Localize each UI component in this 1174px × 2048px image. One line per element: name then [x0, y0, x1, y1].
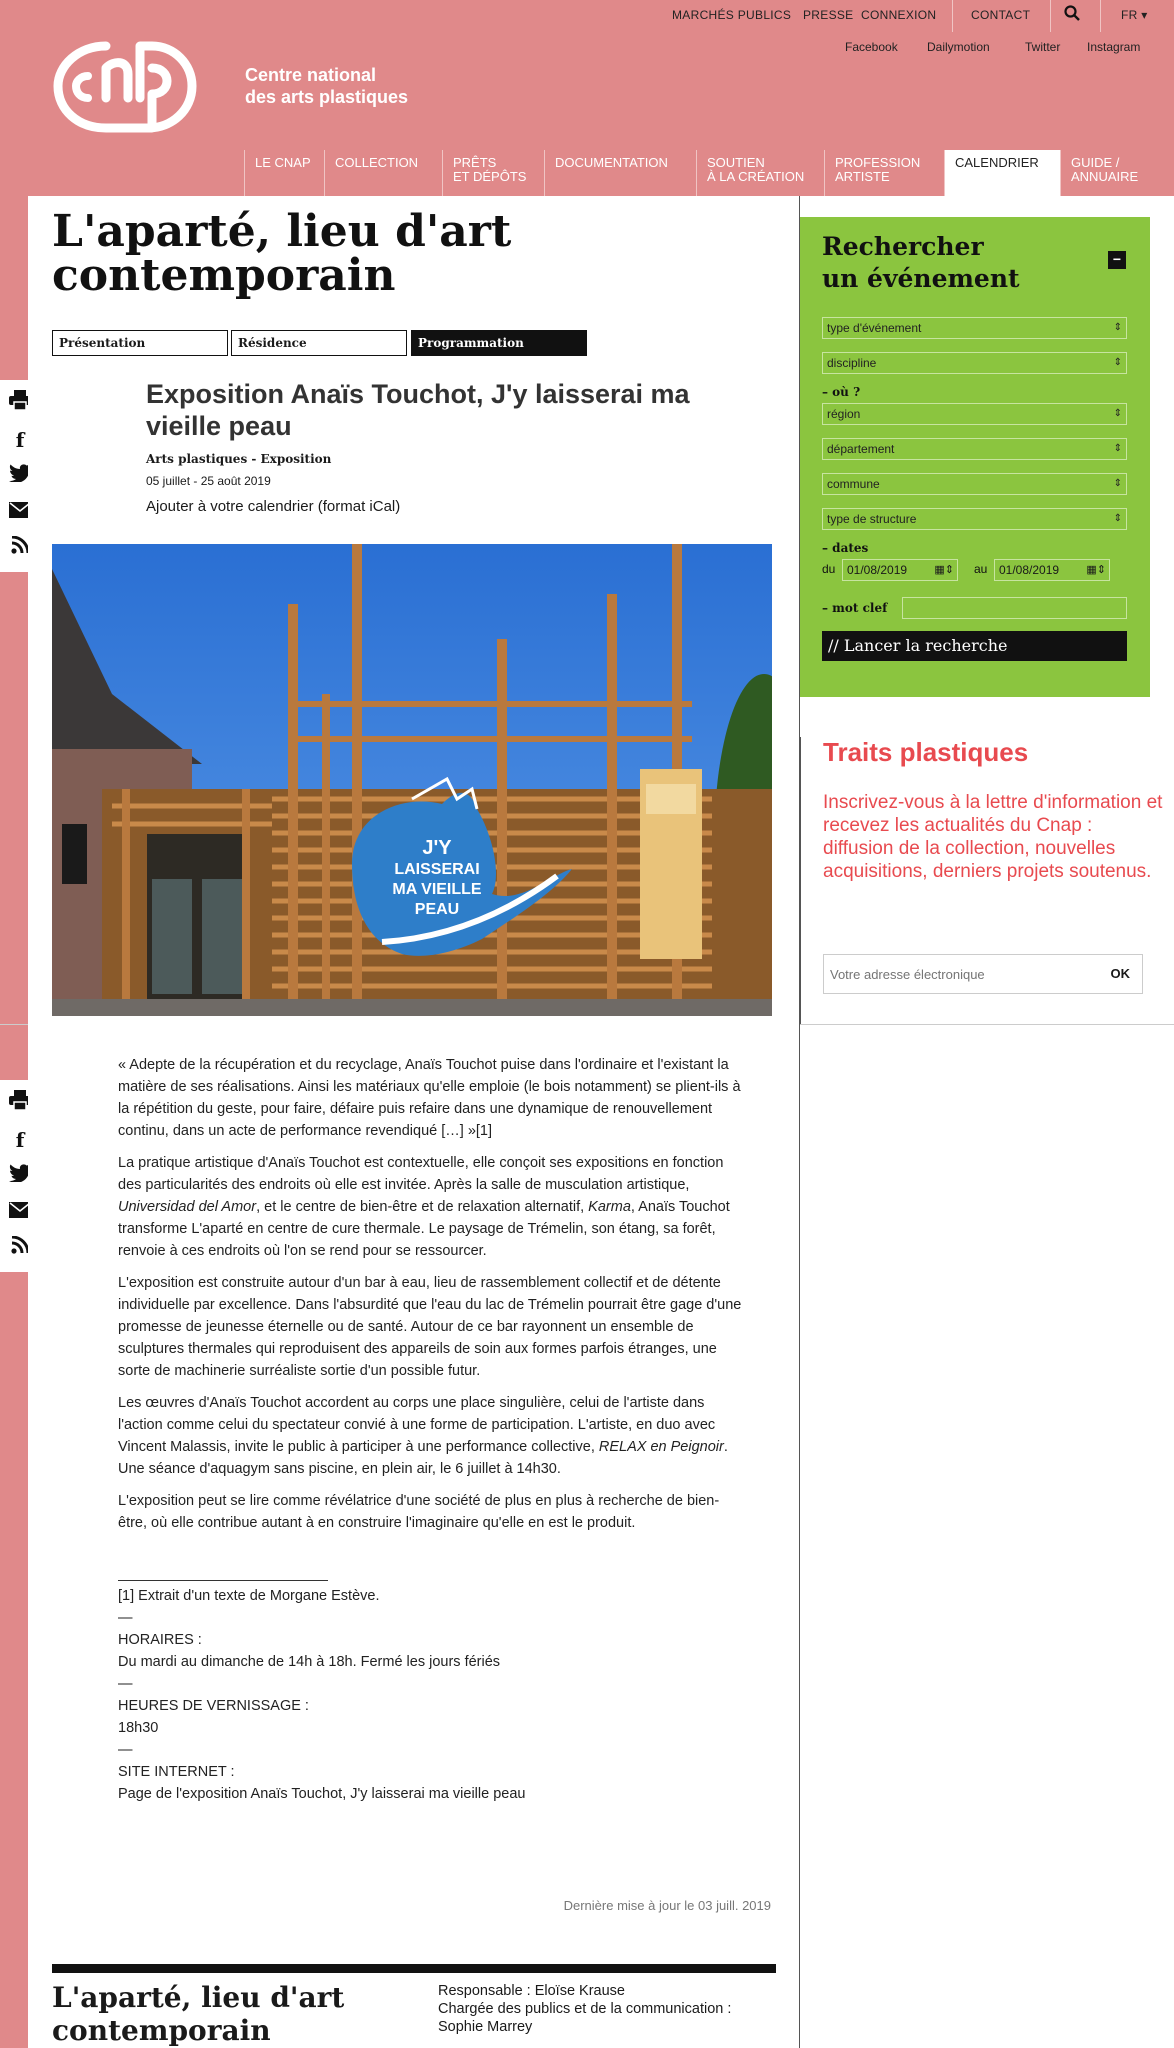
photo-sign-line2: LAISSERAI: [394, 861, 480, 878]
event-search-panel: [800, 217, 1150, 697]
commune-select[interactable]: [822, 473, 1127, 495]
search-heading-line2: un événement: [822, 264, 1020, 293]
bottom-rule: [52, 1964, 776, 1973]
twitter-link[interactable]: Twitter: [1025, 40, 1061, 54]
date-to-input[interactable]: [994, 559, 1110, 581]
calendar-icon: ▦⇕: [1086, 564, 1106, 576]
nav-le-cnap[interactable]: LE CNAP: [244, 150, 324, 196]
newsletter-heading: Traits plastiques: [823, 737, 1029, 767]
text-run: Karma: [588, 1199, 631, 1215]
event-category: Arts plastiques - Exposition: [146, 452, 332, 466]
dates-label: – dates: [822, 541, 869, 555]
nav-collection[interactable]: COLLECTION: [324, 150, 442, 196]
text-run: RELAX en Peignoir: [598, 1439, 724, 1455]
updown-arrow-icon: ⇕: [1113, 443, 1122, 454]
site-label: SITE INTERNET :: [118, 1764, 235, 1780]
dash-separator: —: [118, 1676, 133, 1692]
ical-link[interactable]: Ajouter à votre calendrier (format iCal): [146, 498, 401, 515]
text-run: La pratique artistique d'Anaïs Touchot est contextuelle, elle conçoit ses expositions en fonction des particularités des endroits où elle est invitée. Après la salle de musculation artistique,: [118, 1155, 724, 1193]
nav-calendrier[interactable]: CALENDRIER: [944, 150, 1060, 196]
email-input[interactable]: [824, 955, 1094, 993]
article-paragraph: L'exposition est construite autour d'un bar à eau, lieu de rassemblement collectif et de détente individuelle par excellence. Dans l'absurdité que l'eau du lac de Trémelin pourrait être gage d'une promesse de jeunesse éternelle ou de santé. Autour de ce bar rayonnent un ensemble de sculptures thermales qui reproduisent des appareils de soin aux formes parfois étranges, une sorte de machinerie surréaliste sortie d'un possible futur.: [118, 1275, 742, 1379]
site-header: [0, 0, 1174, 196]
updown-arrow-icon: ⇕: [1113, 322, 1122, 333]
site-name-line1: Centre national: [245, 65, 377, 85]
updown-arrow-icon: ⇕: [1113, 513, 1122, 524]
photo-sign-line1: J'Y: [422, 837, 452, 859]
discipline-select[interactable]: [822, 352, 1127, 374]
article-paragraph: L'exposition peut se lire comme révélatrice d'une société de plus en plus à recherche de bien-être, où elle contribue autant à en construire l'imaginaire qu'elle en est le produit.: [118, 1493, 720, 1531]
tab-presentation[interactable]: Présentation: [52, 330, 228, 356]
tab-residence[interactable]: Résidence: [231, 330, 407, 356]
newsletter-panel: [800, 737, 1174, 1024]
site-name-line2: des arts plastiques: [245, 87, 409, 107]
updown-arrow-icon: ⇕: [1113, 478, 1122, 489]
article-paragraph: [118, 1152, 746, 1262]
cnap-logo[interactable]: [48, 28, 202, 144]
exhibition-photo: [52, 544, 772, 1016]
text-run: . Une séance d'aquagym sans piscine, en plein air, le 6 juillet à 14h30.: [118, 1439, 728, 1477]
last-update: Dernière mise à jour le 03 juill. 2019: [563, 1898, 771, 1913]
top-separator: [1050, 0, 1051, 32]
dash-separator: —: [118, 1610, 133, 1626]
search-heading: [822, 231, 1020, 295]
photo-sign-line3: MA VIEILLE: [392, 881, 482, 898]
contact-line: Sophie Marrey: [438, 2019, 533, 2035]
marches-publics-link[interactable]: MARCHÉS PUBLICS: [672, 8, 792, 22]
search-icon[interactable]: [1064, 5, 1080, 26]
text-run: Les œuvres d'Anaïs Touchot accordent au corps une place singulière, celui de l'artiste dans l'action comme celui du spectateur convié à une forme de participation. L'artiste, en duo avec Vincent Malassis, invite le public à participer à une performance collective,: [118, 1395, 716, 1455]
updown-arrow-icon: ⇕: [1113, 408, 1122, 419]
horaires-value: Du mardi au dimanche de 14h à 18h. Fermé les jours fériés: [118, 1654, 501, 1670]
text-run: , Anaïs Touchot transforme L'aparté en centre de cure thermale. Le paysage de Trémelin, son étang, sa forêt, renvoie à ces endroits où l'on se rend pour se ressourcer.: [118, 1199, 730, 1259]
event-title: Exposition Anaïs Touchot, J'y laisserai ma vieille peau: [146, 379, 690, 441]
vernissage-label: HEURES DE VERNISSAGE :: [118, 1698, 309, 1714]
search-submit-button[interactable]: // Lancer la recherche: [822, 631, 1127, 661]
facebook-share-icon[interactable]: f: [15, 428, 25, 452]
footnote: [1] Extrait d'un texte de Morgane Estève.: [118, 1588, 380, 1604]
select-value: région: [827, 407, 861, 421]
event-article: [118, 1054, 746, 1805]
page-title: L'aparté, lieu d'art contemporain: [52, 206, 512, 301]
newsletter-ok-button[interactable]: OK: [1110, 966, 1130, 981]
search-heading-line1: Rechercher: [822, 232, 984, 261]
contact-link[interactable]: CONTACT: [971, 8, 1031, 22]
tab-programmation[interactable]: Programmation: [411, 330, 587, 356]
newsletter-form: [823, 954, 1143, 994]
article-paragraph: « Adepte de la récupération et du recyclage, Anaïs Touchot puise dans l'ordinaire et l'existant la matière de ses réalisations. Ainsi les matériaux qu'elle emploie (le bois notamment) se plient-ils à la répétition du geste, pour faire, défaire puis refaire dans une dynamique de renouvellement continu, dans un acte de performance revendiqué […] »[1]: [118, 1057, 741, 1139]
article-paragraph: [118, 1392, 746, 1480]
select-value: type d'événement: [827, 321, 922, 335]
event-type-select[interactable]: [822, 317, 1127, 339]
event-dates: 05 juillet - 25 août 2019: [146, 474, 271, 488]
dailymotion-link[interactable]: Dailymotion: [927, 40, 990, 54]
site-name[interactable]: [245, 64, 408, 108]
where-label: – où ?: [822, 385, 861, 399]
vernissage-value: 18h30: [118, 1720, 159, 1736]
text-run: Universidad del Amor: [118, 1199, 257, 1215]
nav-guide-annuaire[interactable]: GUIDE / ANNUAIRE: [1060, 150, 1174, 196]
contact-line: Chargée des publics et de la communication :: [438, 2001, 732, 2017]
collapse-button[interactable]: −: [1108, 251, 1126, 269]
top-separator: [952, 0, 953, 32]
photo-sign-line4: PEAU: [414, 901, 460, 918]
select-value: discipline: [827, 356, 877, 370]
site-link[interactable]: Page de l'exposition Anaïs Touchot, J'y laisserai ma vieille peau: [118, 1786, 526, 1802]
departement-select[interactable]: [822, 438, 1127, 460]
updown-arrow-icon: ⇕: [1113, 357, 1122, 368]
date-to-label: au: [974, 562, 988, 576]
dash-separator: —: [118, 1742, 133, 1758]
language-select[interactable]: FR ▾: [1121, 8, 1148, 22]
footnote-rule: [118, 1580, 328, 1581]
region-select[interactable]: [822, 403, 1127, 425]
select-value: type de structure: [827, 512, 917, 526]
select-value: commune: [827, 477, 880, 491]
horaires-label: HORAIRES :: [118, 1632, 202, 1648]
text-run: , et le centre de bien-être et de relaxation alternatif,: [256, 1199, 589, 1215]
nav-profession-artiste[interactable]: PROFESSION ARTISTE: [824, 150, 944, 196]
venue-title: L'aparté, lieu d'art contemporain: [52, 1981, 345, 2047]
nav-soutien-creation[interactable]: SOUTIEN À LA CRÉATION: [696, 150, 824, 196]
instagram-link[interactable]: Instagram: [1087, 40, 1141, 54]
top-separator: [1100, 0, 1101, 32]
select-value: département: [827, 442, 895, 456]
contact-line: Responsable : Eloïse Krause: [438, 1983, 625, 1999]
venue-contacts: [438, 1982, 768, 2036]
facebook-link[interactable]: Facebook: [845, 40, 898, 54]
nav-prets-depots[interactable]: PRÊTS ET DÉPÔTS: [442, 150, 544, 196]
date-value: 01/08/2019: [999, 563, 1060, 577]
nav-documentation[interactable]: DOCUMENTATION: [544, 150, 696, 196]
date-from-label: du: [822, 562, 836, 576]
keyword-input[interactable]: [902, 597, 1127, 619]
presse-link[interactable]: PRESSE: [803, 8, 854, 22]
connexion-link[interactable]: CONNEXION: [861, 8, 937, 22]
keyword-label: – mot clef: [822, 601, 888, 615]
structure-type-select[interactable]: [822, 508, 1127, 530]
facebook-share-icon[interactable]: f: [15, 1128, 25, 1152]
date-from-input[interactable]: [842, 559, 958, 581]
date-value: 01/08/2019: [847, 563, 908, 577]
newsletter-description: Inscrivez-vous à la lettre d'information et recevez les actualités du Cnap : diffusion de la collection, nouvelles acquisitions, derniers projets soutenus.: [823, 792, 1163, 882]
main-content: [28, 196, 800, 2048]
calendar-icon: ▦⇕: [934, 564, 954, 576]
